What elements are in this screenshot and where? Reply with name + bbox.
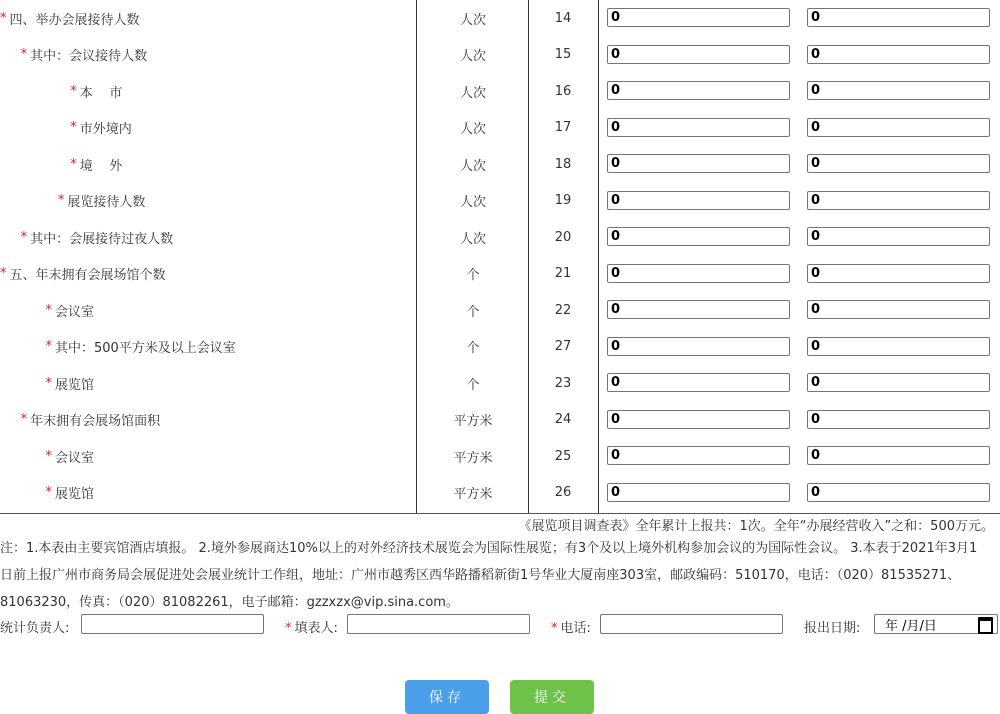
- indicator-name: [0, 475, 414, 512]
- prior-value-input[interactable]: [807, 300, 990, 319]
- indicator-name: [0, 292, 414, 329]
- phone-input[interactable]: [600, 614, 783, 634]
- required-mark: *: [70, 156, 77, 172]
- code-cell: 15: [554, 47, 572, 63]
- current-value-input[interactable]: [607, 227, 790, 246]
- table-row: [0, 292, 1000, 329]
- indicator-name: [0, 256, 414, 293]
- current-value-input[interactable]: [607, 8, 790, 27]
- prior-value-input[interactable]: [807, 483, 990, 502]
- indicator-name: [0, 329, 414, 366]
- required-mark: *: [20, 412, 28, 428]
- table-row: [0, 365, 1000, 402]
- unit-cell: 个: [466, 304, 480, 320]
- code-cell: 26: [554, 485, 572, 501]
- indicator-label: 会议室: [54, 304, 94, 320]
- current-value-input[interactable]: [607, 118, 790, 137]
- table-row: [0, 37, 1000, 74]
- required-mark: *: [57, 193, 65, 209]
- report-date-label: 报出日期:: [804, 621, 861, 636]
- code-cell: 21: [554, 266, 572, 282]
- current-value-input[interactable]: [607, 337, 790, 356]
- code-cell: 22: [554, 302, 572, 318]
- date-placeholder: 年 /月/日: [885, 618, 937, 634]
- prior-value-input[interactable]: [807, 446, 990, 465]
- table-row: [0, 402, 1000, 439]
- indicator-label: 会议室: [54, 450, 94, 466]
- current-value-input[interactable]: [607, 410, 790, 429]
- indicator-label: 四、举办会展接待人数: [9, 12, 140, 28]
- table-row: [0, 73, 1000, 110]
- required-mark: *: [45, 485, 52, 501]
- required-mark: *: [20, 47, 28, 63]
- indicator-label: 本 市: [79, 85, 123, 101]
- table-row: [0, 438, 1000, 475]
- code-cell: 24: [554, 412, 572, 428]
- footnote-line: 日前上报广州市商务局会展促进处会展业统计工作组，地址：广州市越秀区西华路播稻新街1号华业大厦南座303室，邮政编码：510170，电话：（020）81535271、: [0, 568, 961, 583]
- indicator-label: 其中：会议接待人数: [30, 49, 148, 65]
- current-value-input[interactable]: [607, 81, 790, 100]
- unit-cell: 人次: [459, 158, 486, 174]
- indicator-name: [0, 146, 414, 183]
- current-value-input[interactable]: [607, 446, 790, 465]
- code-cell: 18: [554, 156, 572, 172]
- indicator-label: 展览馆: [54, 487, 94, 503]
- prior-value-input[interactable]: [807, 337, 990, 356]
- indicator-name: [0, 402, 414, 439]
- code-cell: 17: [554, 120, 572, 136]
- table-row: [0, 475, 1000, 512]
- unit-cell: 个: [466, 341, 480, 357]
- indicator-name: [0, 73, 414, 110]
- signature-row: [0, 613, 1000, 637]
- filler-input[interactable]: [347, 614, 530, 634]
- current-value-input[interactable]: [607, 300, 790, 319]
- required-mark: *: [20, 229, 28, 245]
- table-row: [0, 146, 1000, 183]
- indicator-label: 其中：500平方米及以上会议室: [54, 341, 236, 357]
- unit-cell: 人次: [459, 85, 486, 101]
- required-mark: *: [70, 83, 77, 99]
- indicator-label: 其中：会展接待过夜人数: [30, 231, 174, 247]
- indicator-name: [0, 110, 414, 147]
- table-row: [0, 110, 1000, 147]
- current-value-input[interactable]: [607, 373, 790, 392]
- current-value-input[interactable]: [607, 191, 790, 210]
- prior-value-input[interactable]: [807, 264, 990, 283]
- table-row: [0, 183, 1000, 220]
- code-cell: 20: [554, 229, 572, 245]
- required-mark: *: [0, 10, 7, 26]
- unit-cell: 人次: [459, 49, 486, 65]
- prior-value-input[interactable]: [807, 191, 990, 210]
- prior-value-input[interactable]: [807, 373, 990, 392]
- code-cell: 27: [554, 339, 572, 355]
- indicator-label: 展览馆: [54, 377, 94, 393]
- save-button[interactable]: 保存: [405, 680, 489, 714]
- submit-button[interactable]: 提交: [510, 680, 594, 714]
- unit-cell: 人次: [459, 231, 486, 247]
- required-mark: *: [0, 266, 7, 282]
- indicator-name: [0, 37, 414, 74]
- required-mark: *: [70, 120, 77, 136]
- unit-cell: 平方米: [453, 487, 493, 503]
- indicator-name: [0, 219, 414, 256]
- indicator-name: [0, 183, 414, 220]
- annual-summary: 《展览项目调查表》全年累计上报共：1次。全年“办展经营收入”之和：500万元。: [518, 519, 994, 534]
- required-mark: *: [45, 448, 52, 464]
- prior-value-input[interactable]: [807, 118, 990, 137]
- code-cell: 25: [554, 448, 572, 464]
- code-cell: 19: [554, 193, 572, 209]
- indicator-name: [0, 438, 414, 475]
- prior-value-input[interactable]: [807, 410, 990, 429]
- unit-cell: 人次: [459, 12, 486, 28]
- footnote-line: 81063230，传真：（020）81082261，电子邮箱：gzzxzx@vip.sina.com。: [0, 595, 459, 610]
- stat-lead-label: 统计负责人:: [0, 621, 70, 636]
- code-cell: 16: [554, 83, 572, 99]
- filler-label: * 填表人:: [285, 621, 338, 636]
- unit-cell: 个: [466, 268, 480, 284]
- code-cell: 14: [554, 10, 572, 26]
- table-row: [0, 329, 1000, 366]
- table-row: [0, 256, 1000, 293]
- calendar-icon[interactable]: [978, 617, 993, 634]
- footnote-line: 注：1.本表由主要宾馆酒店填报。 2.境外参展商达10%以上的对外经济技术展览会为国际性展览；有3个及以上境外机构参加会议的为国际性会议。 3.本表于2021年3月1: [0, 541, 978, 556]
- indicator-label: 境 外: [79, 158, 123, 174]
- report-date-input[interactable]: [874, 614, 998, 634]
- phone-label: * 电话:: [551, 621, 591, 636]
- current-value-input[interactable]: [607, 45, 790, 64]
- unit-cell: 平方米: [453, 414, 493, 430]
- table-row: [0, 219, 1000, 256]
- required-mark: *: [45, 375, 52, 391]
- current-value-input[interactable]: [607, 154, 790, 173]
- current-value-input[interactable]: [607, 264, 790, 283]
- unit-cell: 人次: [459, 195, 486, 211]
- required-mark: *: [45, 302, 52, 318]
- prior-value-input[interactable]: [807, 45, 990, 64]
- indicator-name: [0, 0, 414, 37]
- prior-value-input[interactable]: [807, 81, 990, 100]
- unit-cell: 平方米: [453, 450, 493, 466]
- indicator-label: 年末拥有会展场馆面积: [30, 414, 161, 430]
- current-value-input[interactable]: [607, 483, 790, 502]
- indicator-label: 市外境内: [79, 122, 132, 138]
- prior-value-input[interactable]: [807, 227, 990, 246]
- required-mark: *: [45, 339, 52, 355]
- indicator-label: 展览接待人数: [67, 195, 146, 211]
- table-row: [0, 0, 1000, 37]
- prior-value-input[interactable]: [807, 8, 990, 27]
- indicator-label: 五、年末拥有会展场馆个数: [9, 268, 166, 284]
- prior-value-input[interactable]: [807, 154, 990, 173]
- code-cell: 23: [554, 375, 572, 391]
- unit-cell: 个: [466, 377, 480, 393]
- indicator-name: [0, 365, 414, 402]
- stat-lead-input[interactable]: [81, 614, 264, 634]
- unit-cell: 人次: [459, 122, 486, 138]
